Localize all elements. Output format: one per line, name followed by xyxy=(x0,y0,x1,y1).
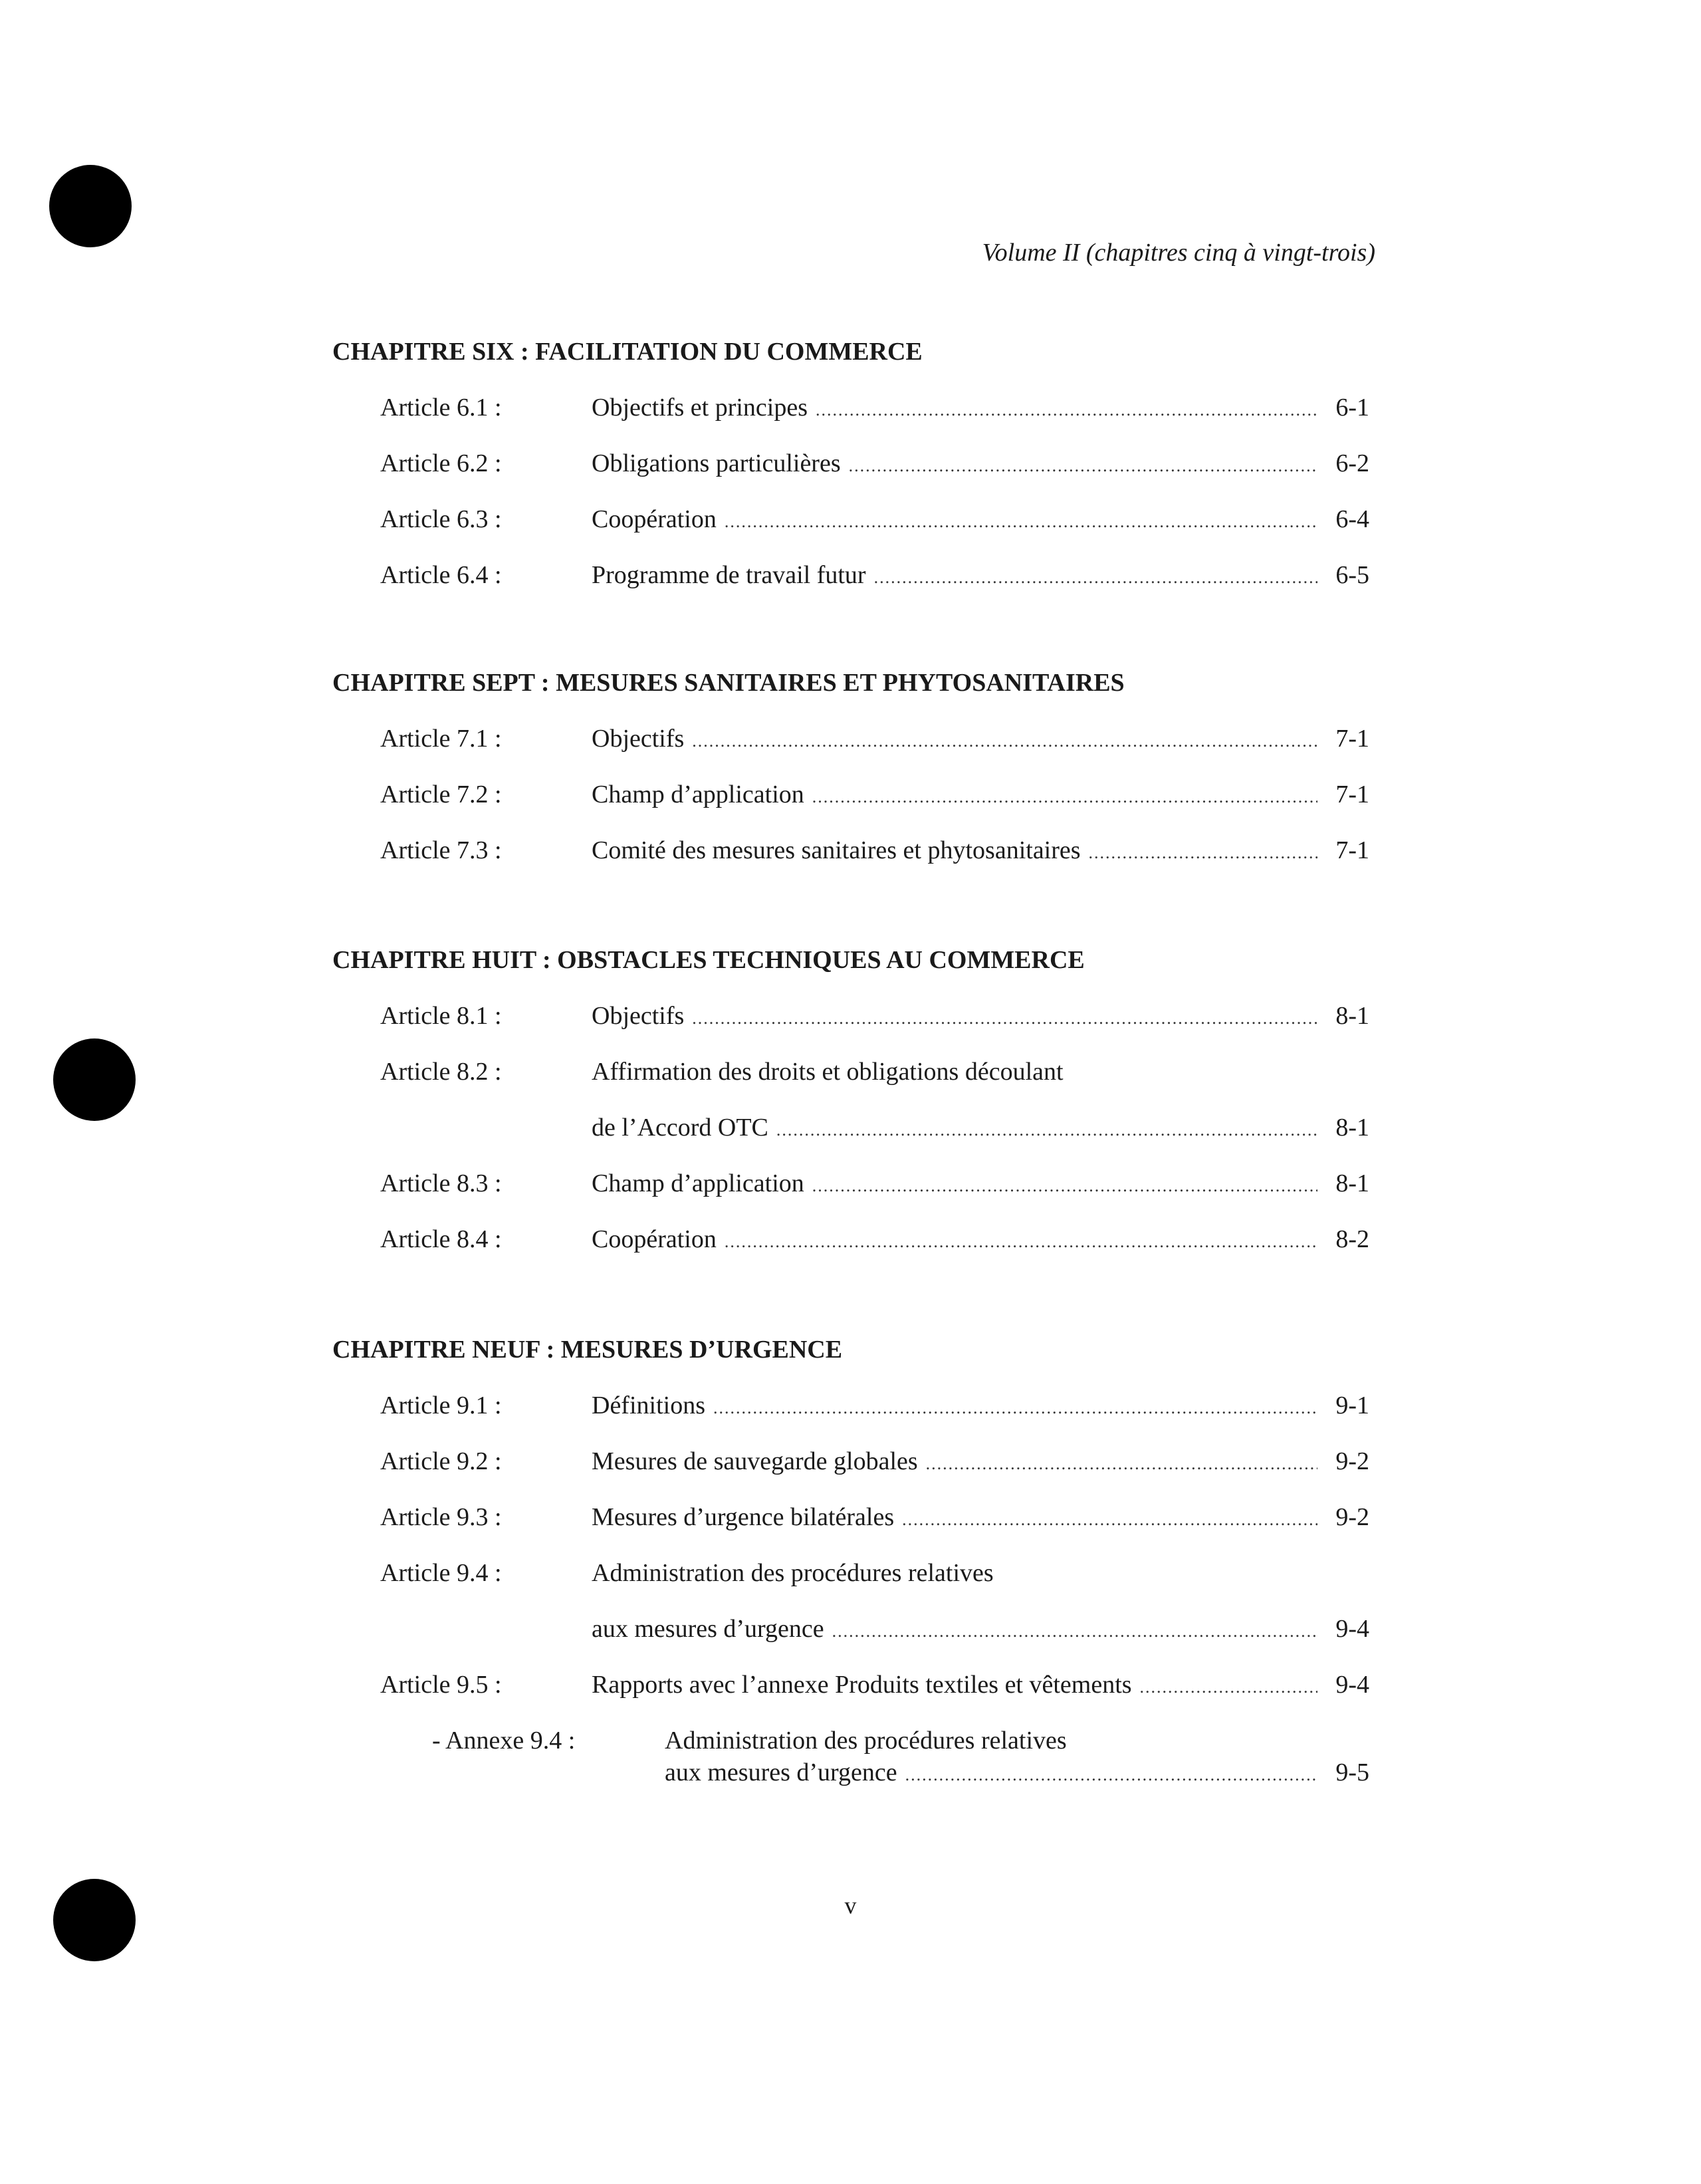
article-title: Objectifs xyxy=(592,1002,685,1030)
running-header: Volume II (chapitres cinq à vingt-trois) xyxy=(982,239,1375,267)
article-number: Article 8.3 : xyxy=(380,1169,502,1197)
toc-entry[interactable] xyxy=(332,1445,1369,1501)
chapter-seven xyxy=(332,667,1369,890)
toc-entry[interactable] xyxy=(332,1669,1369,1725)
page-ref: 9-2 xyxy=(1335,1503,1369,1531)
toc-entry[interactable] xyxy=(332,503,1369,559)
dot-leader xyxy=(812,781,1317,813)
chapter-title: CHAPITRE NEUF : MESURES D’URGENCE xyxy=(332,1336,843,1364)
chapter-eight xyxy=(332,944,1369,1279)
dot-leader xyxy=(1140,1671,1317,1703)
article-title: Mesures d’urgence bilatérales xyxy=(592,1503,895,1531)
dot-leader xyxy=(874,562,1317,594)
article-number: Article 8.4 : xyxy=(380,1225,502,1253)
article-title: Rapports avec l’annexe Produits textiles et vêtements xyxy=(592,1671,1132,1699)
annex-number: - Annexe 9.4 : xyxy=(432,1727,576,1755)
dot-leader xyxy=(713,1392,1317,1424)
page-ref: 8-1 xyxy=(1335,1169,1369,1197)
page-ref: 7-1 xyxy=(1335,836,1369,864)
article-number: Article 6.2 : xyxy=(380,449,502,477)
toc-entry[interactable] xyxy=(332,779,1369,834)
toc-entry[interactable] xyxy=(332,723,1369,779)
dot-leader xyxy=(812,1170,1317,1202)
article-number: Article 8.1 : xyxy=(380,1002,502,1030)
article-title: Mesures de sauvegarde globales xyxy=(592,1447,918,1475)
chapter-nine xyxy=(332,1334,1369,1788)
toc-entry[interactable] xyxy=(332,1390,1369,1445)
dot-leader xyxy=(832,1616,1317,1647)
article-number: Article 7.1 : xyxy=(380,725,502,753)
page-ref: 8-1 xyxy=(1335,1114,1369,1142)
article-number: Article 8.2 : xyxy=(380,1058,502,1086)
article-number: Article 7.3 : xyxy=(380,836,502,864)
article-number: Article 9.2 : xyxy=(380,1447,502,1475)
page-ref: 7-1 xyxy=(1335,725,1369,753)
article-title: Objectifs et principes xyxy=(592,394,808,422)
page-number: v xyxy=(844,1892,857,1919)
article-title: Programme de travail futur xyxy=(592,561,866,589)
dot-leader xyxy=(776,1114,1317,1146)
article-title-continued: de l’Accord OTC xyxy=(592,1114,768,1142)
page-ref: 6-4 xyxy=(1335,505,1369,533)
page-ref: 7-1 xyxy=(1335,781,1369,808)
page-ref: 9-2 xyxy=(1335,1447,1369,1475)
toc-entry[interactable] xyxy=(332,1501,1369,1557)
chapter-title: CHAPITRE SIX : FACILITATION DU COMMERCE xyxy=(332,338,923,366)
toc-entry[interactable] xyxy=(332,392,1369,447)
article-number: Article 6.1 : xyxy=(380,394,502,422)
dot-leader xyxy=(905,1759,1317,1791)
article-title: Administration des procédures relatives xyxy=(592,1559,994,1587)
dot-leader xyxy=(692,1003,1317,1034)
article-title: Obligations particulières xyxy=(592,449,841,477)
article-title: Champ d’application xyxy=(592,781,804,808)
page-ref: 9-5 xyxy=(1335,1759,1369,1786)
article-number: Article 9.3 : xyxy=(380,1503,502,1531)
page-ref: 6-1 xyxy=(1335,394,1369,422)
annex-title: Administration des procédures relatives xyxy=(665,1727,1067,1755)
dot-leader xyxy=(692,725,1317,757)
annex-title-continued: aux mesures d’urgence xyxy=(665,1759,897,1786)
article-title: Champ d’application xyxy=(592,1169,804,1197)
dot-leader xyxy=(816,394,1317,426)
toc-entry[interactable] xyxy=(332,834,1369,890)
page-ref: 6-5 xyxy=(1335,561,1369,589)
chapter-six xyxy=(332,336,1369,615)
page-ref: 8-2 xyxy=(1335,1225,1369,1253)
toc-entry[interactable] xyxy=(332,1000,1369,1056)
binder-hole xyxy=(49,165,132,247)
dot-leader xyxy=(725,1226,1317,1258)
dot-leader xyxy=(926,1448,1317,1480)
toc-entry-annex[interactable] xyxy=(332,1725,1369,1788)
page-ref: 9-4 xyxy=(1335,1671,1369,1699)
page-ref: 8-1 xyxy=(1335,1002,1369,1030)
page-ref: 9-4 xyxy=(1335,1615,1369,1643)
dot-leader xyxy=(725,506,1317,538)
article-number: Article 9.4 : xyxy=(380,1559,502,1587)
article-title: Définitions xyxy=(592,1392,705,1419)
toc-entry[interactable] xyxy=(332,1056,1369,1167)
article-title: Coopération xyxy=(592,1225,717,1253)
chapter-title: CHAPITRE SEPT : MESURES SANITAIRES ET PHYTOSANITAIRES xyxy=(332,669,1125,697)
dot-leader xyxy=(902,1504,1317,1536)
article-title: Affirmation des droits et obligations découlant xyxy=(592,1058,1064,1086)
article-number: Article 7.2 : xyxy=(380,781,502,808)
article-number: Article 9.1 : xyxy=(380,1392,502,1419)
binder-hole xyxy=(53,1038,136,1121)
article-number: Article 6.3 : xyxy=(380,505,502,533)
page-ref: 9-1 xyxy=(1335,1392,1369,1419)
dot-leader xyxy=(1089,837,1317,869)
chapter-title: CHAPITRE HUIT : OBSTACLES TECHNIQUES AU COMMERCE xyxy=(332,946,1085,974)
toc-entry[interactable] xyxy=(332,559,1369,615)
article-number: Article 6.4 : xyxy=(380,561,502,589)
toc-entry[interactable] xyxy=(332,1167,1369,1223)
article-title: Objectifs xyxy=(592,725,685,753)
toc-entry[interactable] xyxy=(332,447,1369,503)
page-ref: 6-2 xyxy=(1335,449,1369,477)
article-title: Comité des mesures sanitaires et phytosanitaires xyxy=(592,836,1081,864)
dot-leader xyxy=(849,450,1317,482)
article-title: Coopération xyxy=(592,505,717,533)
toc-entry[interactable] xyxy=(332,1557,1369,1669)
article-title-continued: aux mesures d’urgence xyxy=(592,1615,824,1643)
toc-entry[interactable] xyxy=(332,1223,1369,1279)
article-number: Article 9.5 : xyxy=(380,1671,502,1699)
